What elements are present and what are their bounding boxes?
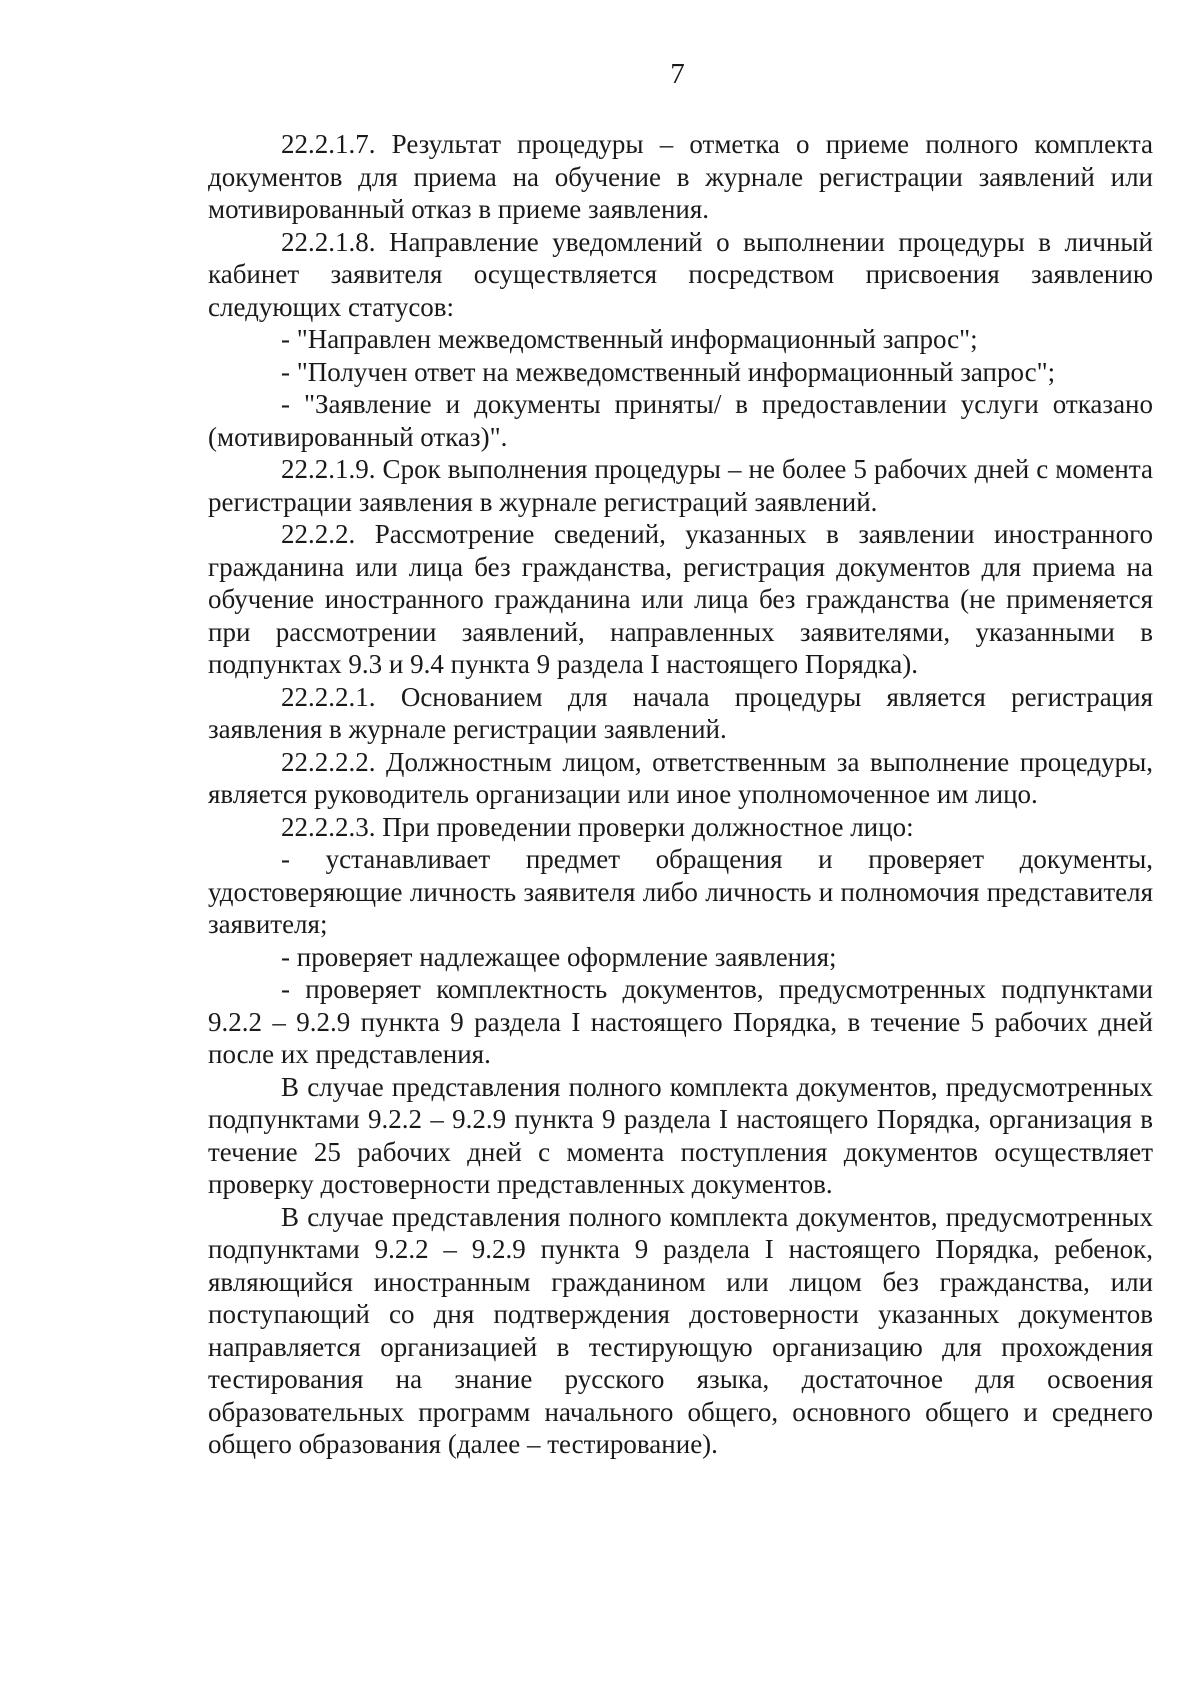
status-item: - "Получен ответ на межведомственный информационный запрос"; (281, 356, 1056, 387)
paragraph-22-2-1-9: 22.2.1.9. Срок выполнения процедуры – не более 5 рабочих дней с момента регистрации заявления в журнале регистраций заявлений. (208, 454, 1153, 517)
check-item: - проверяет комплектность документов, предусмотренных подпунктами 9.2.2 – 9.2.9 пункта 9 раздела I настоящего Порядка, в течение 5 рабочих дней после их представления. (208, 974, 1153, 1069)
status-item: - "Заявление и документы приняты/ в предоставлении услуги отказано (мотивированный отказ)". (208, 389, 1153, 452)
status-item: - "Направлен межведомственный информационный запрос"; (281, 324, 978, 354)
check-item: - устанавливает предмет обращения и проверяет документы, удостоверяющие личность заявителя либо личность и полномочия представителя заявителя; (208, 844, 1153, 939)
paragraph-verification: В случае представления полного комплекта документов, предусмотренных подпунктами 9.2.2 – 9.2.9 пункта 9 раздела I настоящего Порядка, организация в течение 25 рабочих дней с момента поступления документов осуществляет проверку достоверности представленных документов. (208, 1071, 1153, 1199)
paragraph-testing: В случае представления полного комплекта документов, предусмотренных подпунктами 9.2.2 – 9.2.9 пункта 9 раздела I настоящего Порядка, ребенок, являющийся иностранным гражданином или лицом без гражданства, или поступающий со дня подтверждения достоверности указанных документов направляется организацией в тестирующую организацию для прохождения тестирования на знание русского языка, достаточное для освоения образовательных программ начального общего, основного общего и среднего общего образования (далее – тестирование). (208, 1201, 1153, 1459)
page-number: 7 (670, 58, 685, 90)
check-item: - проверяет надлежащее оформление заявления; (281, 941, 837, 972)
paragraph-22-2-2-1: 22.2.2.1. Основанием для начала процедуры является регистрация заявления в журнале регистрации заявлений. (208, 681, 1153, 744)
paragraph-22-2-1-8: 22.2.1.8. Направление уведомлений о выполнении процедуры в личный кабинет заявителя осуществляется посредством присвоения заявлению следующих статусов: (208, 226, 1153, 322)
paragraph-22-2-2: 22.2.2. Рассмотрение сведений, указанных в заявлении иностранного гражданина или лица без гражданства, регистрация документов для приема на обучение иностранного гражданина или лица без гражданства (не применяется при рассмотрении заявлений, направленных заявителями, указанными в подпунктах 9.3 и 9.4 пункта 9 раздела I настоящего Порядка). (208, 519, 1153, 679)
paragraph-22-2-2-3: 22.2.2.3. При проведении проверки должностное лицо: (281, 811, 914, 842)
document-body (208, 128, 1153, 1461)
paragraph-22-2-2-2: 22.2.2.2. Должностным лицом, ответственным за выполнение процедуры, является руководитель организации или иное уполномоченное им лицо. (208, 746, 1153, 809)
paragraph-22-2-1-7: 22.2.1.7. Результат процедуры – отметка о приеме полного комплекта документов для приема на обучение в журнале регистрации заявлений или мотивированный отказ в приеме заявления. (208, 129, 1153, 224)
